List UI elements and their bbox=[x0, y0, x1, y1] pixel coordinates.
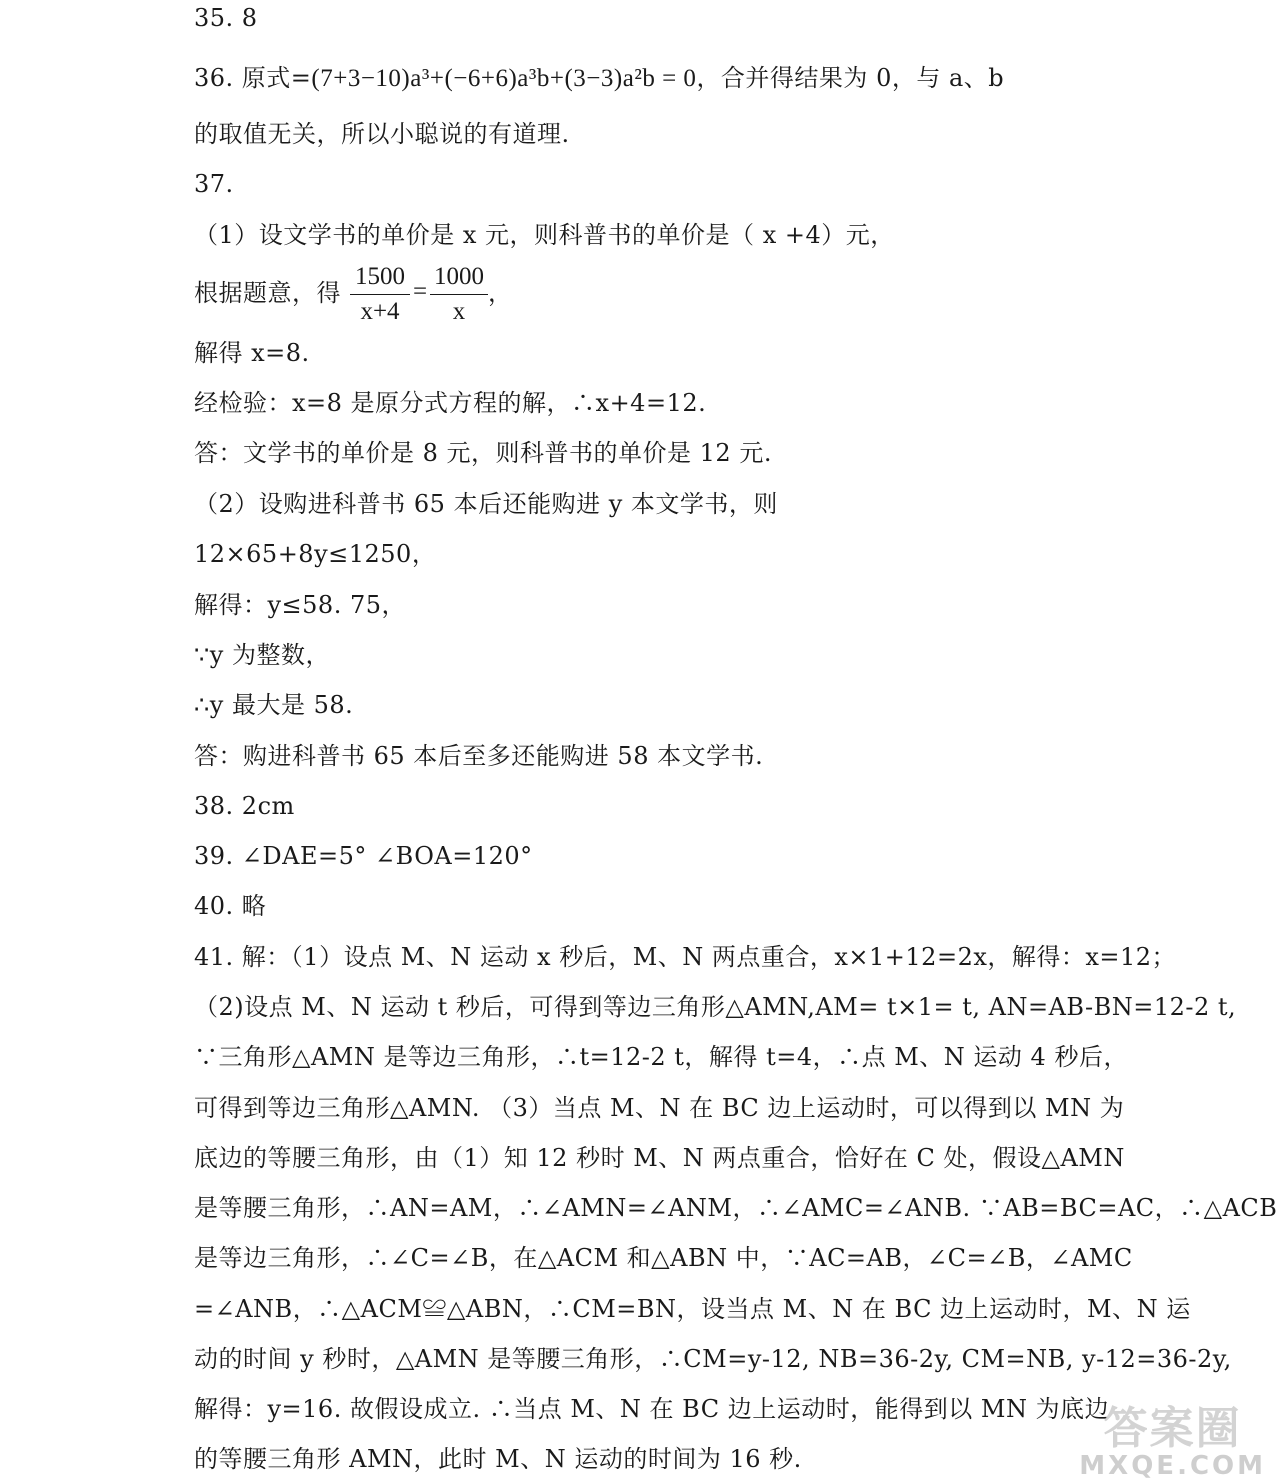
answer-36-label: 36. 原式= bbox=[194, 64, 312, 92]
answer-37-solve: 解得 x=8. bbox=[194, 339, 310, 367]
answer-37-solve2: 解得：y≤58. 75， bbox=[194, 591, 407, 619]
answer-41-line-11: 的等腰三角形 AMN，此时 M、N 运动的时间为 16 秒. bbox=[194, 1445, 802, 1473]
fraction-tail: ， bbox=[488, 279, 513, 307]
answer-37-part1-setup: （1）设文学书的单价是 x 元，则科普书的单价是（ x +4）元， bbox=[194, 221, 895, 249]
answer-41-line-6: 是等腰三角形，∴AN=AM，∴∠AMN=∠ANM，∴∠AMC=∠ANB. ∵AB=BC=AC，∴△ACB bbox=[194, 1194, 1278, 1222]
answer-37-max: ∴y 最大是 58. bbox=[194, 691, 354, 719]
answer-37-equation-label: 根据题意，得 bbox=[194, 279, 341, 307]
answer-41-line-7: 是等边三角形，∴∠C=∠B，在△ACM 和△ABN 中，∵AC=AB，∠C=∠B，∠AMC bbox=[194, 1244, 1133, 1272]
answer-41-line-3: ∵三角形△AMN 是等边三角形，∴t=12-2 t，解得 t=4，∴点 M、N 运动 4 秒后， bbox=[194, 1043, 1128, 1071]
answer-37-answer2: 答：购进科普书 65 本后至多还能购进 58 本文学书. bbox=[194, 742, 764, 770]
answer-41-line-10: 解得：y=16. 故假设成立. ∴当点 M、N 在 BC 边上运动时，能得到以 MN 为底边 bbox=[194, 1395, 1110, 1423]
watermark-url: MXQE.COM bbox=[1079, 1451, 1266, 1481]
answer-36-formula: (7+3−10)a³+(−6+6)a³b+(3−3)a²b = 0 bbox=[311, 65, 697, 92]
answer-40: 40. 略 bbox=[194, 892, 267, 920]
answer-36-tail: ，合并得结果为 0，与 a、b bbox=[696, 64, 1005, 92]
fraction-right-numerator: 1000 bbox=[434, 263, 484, 290]
answer-41-line-4: 可得到等边三角形△AMN. （3）当点 M、N 在 BC 边上运动时，可以得到以 MN 为 bbox=[194, 1094, 1125, 1122]
answer-37-part2-setup: （2）设购进科普书 65 本后还能购进 y 本文学书，则 bbox=[194, 490, 778, 518]
answer-37-number: 37. bbox=[194, 170, 234, 198]
answer-41-line-9: 动的时间 y 秒时，△AMN 是等腰三角形，∴CM=y-12, NB=36-2y, CM=NB, y-12=36-2y, bbox=[194, 1345, 1232, 1373]
answer-37-check: 经检验：x=8 是原分式方程的解，∴x+4=12. bbox=[194, 389, 707, 417]
watermark-logo: 答案圈 bbox=[1103, 1403, 1242, 1454]
answer-36-line bbox=[194, 62, 1004, 95]
answer-35: 35. 8 bbox=[194, 4, 258, 32]
fraction-left-bar bbox=[350, 294, 410, 295]
answer-41-line-8: =∠ANB，∴△ACM≌△ABN，∴CM=BN，设当点 M、N 在 BC 边上运动时，M、N 运 bbox=[194, 1295, 1191, 1323]
fraction-equals: = bbox=[412, 278, 428, 305]
answer-36-conclusion: 的取值无关，所以小聪说的有道理. bbox=[194, 120, 570, 148]
fraction-left bbox=[350, 262, 410, 327]
answer-37-inequality: 12×65+8y≤1250， bbox=[194, 540, 437, 568]
answer-41-line-1: 41. 解：（1）设点 M、N 运动 x 秒后，M、N 两点重合，x×1+12=2x，解得：x=12； bbox=[194, 943, 1177, 971]
answer-41-line-5: 底边的等腰三角形，由（1）知 12 秒时 M、N 两点重合，恰好在 C 处，假设△AMN bbox=[194, 1144, 1125, 1172]
answer-39: 39. ∠DAE=5° ∠BOA=120° bbox=[194, 842, 533, 870]
watermark bbox=[1079, 1405, 1266, 1479]
fraction-right bbox=[430, 262, 488, 327]
fraction-left-numerator: 1500 bbox=[355, 263, 405, 290]
fraction-right-denominator: x bbox=[452, 298, 466, 325]
answer-37-integer: ∵y 为整数， bbox=[194, 641, 330, 669]
fraction-left-denominator: x+4 bbox=[360, 298, 400, 325]
answer-38: 38. 2cm bbox=[194, 792, 295, 820]
answer-41-line-2: （2)设点 M、N 运动 t 秒后，可得到等边三角形△AMN,AM= t×1= t, AN=AB-BN=12-2 t, bbox=[194, 993, 1237, 1021]
fraction-right-bar bbox=[430, 294, 488, 295]
answer-37-answer1: 答：文学书的单价是 8 元，则科普书的单价是 12 元. bbox=[194, 439, 772, 467]
